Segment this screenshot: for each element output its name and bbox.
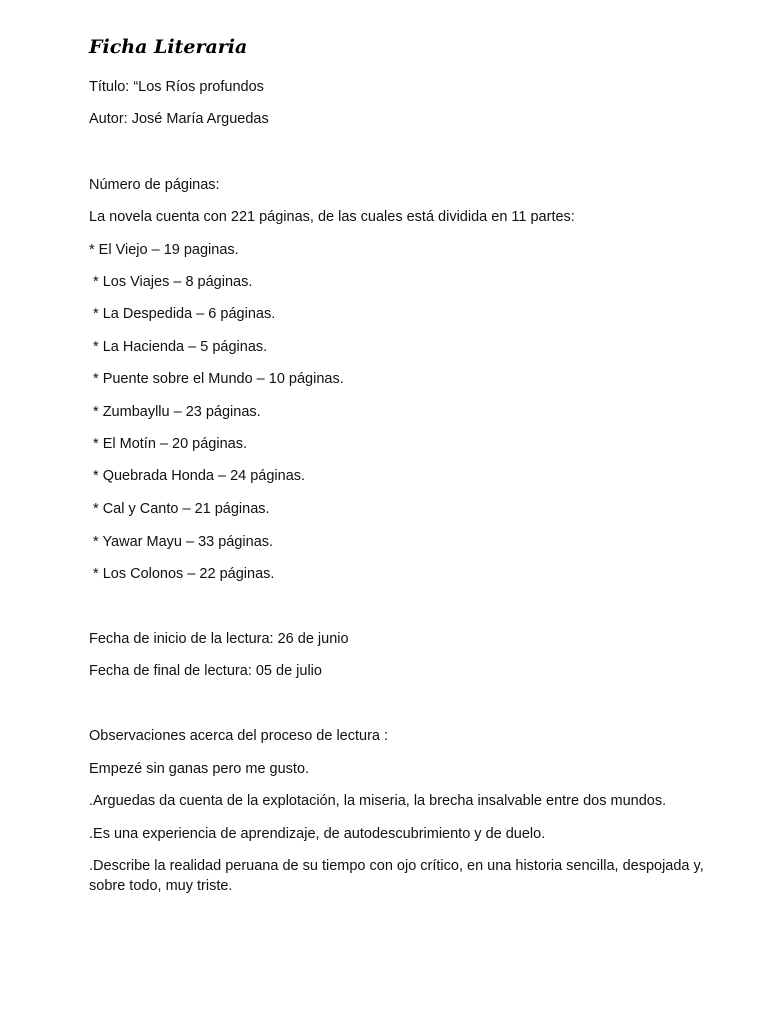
observacion-item: Empezé sin ganas pero me gusto. xyxy=(89,761,310,777)
numero-paginas-label: Número de páginas: xyxy=(89,177,220,193)
part-item: * La Hacienda – 5 páginas. xyxy=(89,339,268,355)
document-title: Ficha Literaria xyxy=(89,36,248,58)
observaciones-label: Observaciones acerca del proceso de lectura : xyxy=(89,728,389,744)
part-item: * Zumbayllu – 23 páginas. xyxy=(89,404,261,420)
autor-line: Autor: José María Arguedas xyxy=(89,111,269,127)
part-item: * Los Colonos – 22 páginas. xyxy=(89,566,275,582)
observacion-item: .Es una experiencia de aprendizaje, de autodescubrimiento y de duelo. xyxy=(89,826,546,842)
part-item: * Quebrada Honda – 24 páginas. xyxy=(89,468,306,484)
summary-line: La novela cuenta con 221 páginas, de las cuales está dividida en 11 partes: xyxy=(89,209,575,225)
part-item: * La Despedida – 6 páginas. xyxy=(89,306,276,322)
part-item: * Puente sobre el Mundo – 10 páginas. xyxy=(89,371,344,387)
fecha-inicio-line: Fecha de inicio de la lectura: 26 de junio xyxy=(89,631,349,647)
observacion-item: .Describe la realidad peruana de su tiempo con ojo crítico, en una historia sencilla, despojada y, sobre todo, muy triste. xyxy=(89,858,704,894)
part-item: * El Viejo – 19 paginas. xyxy=(89,242,239,258)
part-item: * El Motín – 20 páginas. xyxy=(89,436,247,452)
part-item: * Los Viajes – 8 páginas. xyxy=(89,274,253,290)
part-item: * Yawar Mayu – 33 páginas. xyxy=(89,534,274,550)
observacion-item: .Arguedas da cuenta de la explotación, la miseria, la brecha insalvable entre dos mundos. xyxy=(89,793,667,809)
fecha-final-line: Fecha de final de lectura: 05 de julio xyxy=(89,663,322,679)
part-item: * Cal y Canto – 21 páginas. xyxy=(89,501,270,517)
titulo-line: Título: “Los Ríos profundos xyxy=(89,79,264,95)
